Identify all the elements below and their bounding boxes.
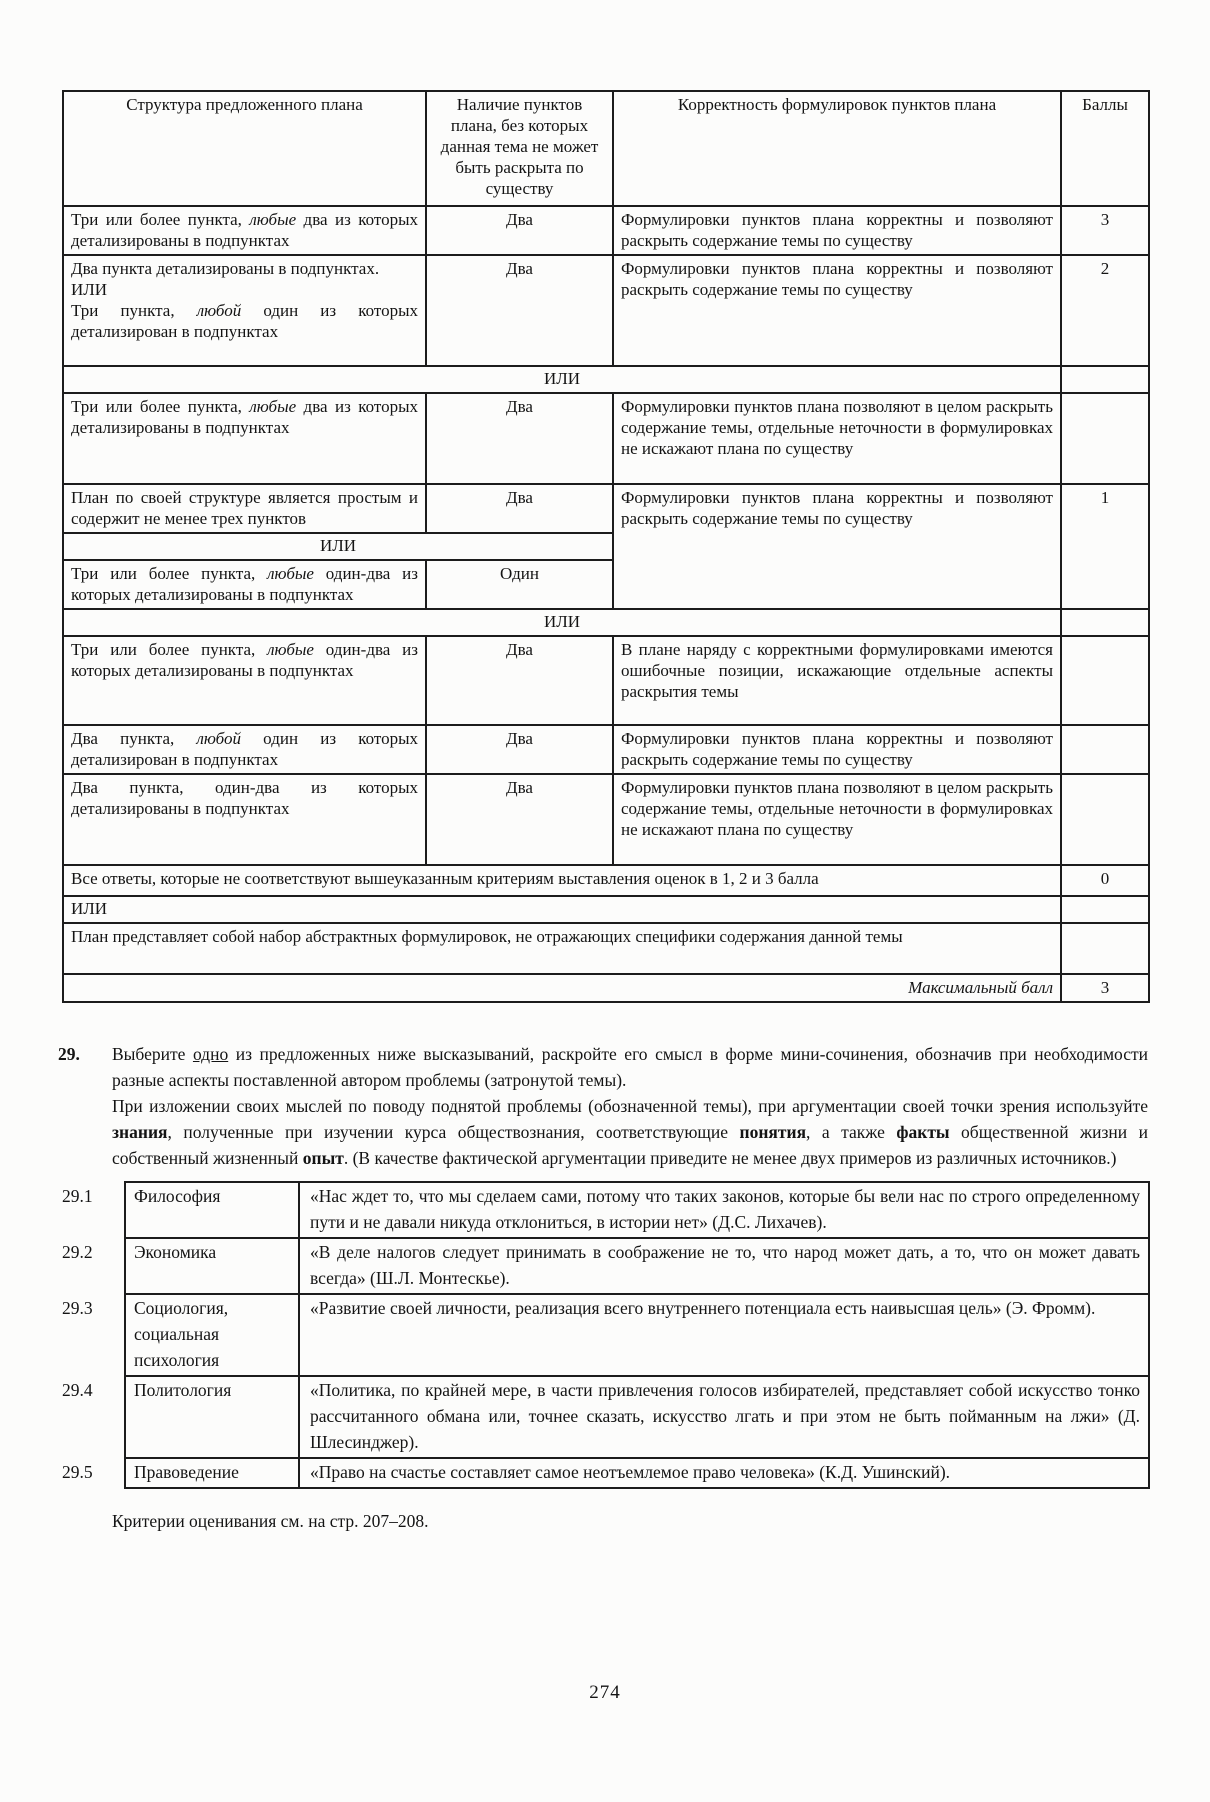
topic-number: 29.2 [62,1242,93,1262]
text-part: Три или более пункта, [71,640,268,659]
header-structure: Структура предложенного плана [63,91,426,206]
or-row [63,366,1149,393]
topic-subject: Правоведение [126,1459,300,1487]
table-row [63,393,1149,484]
correctness-cell: Формулировки пунктов плана позволяют в целом раскрыть содержание темы, отдельные неточности в формулировках не искажают плана по существу [613,774,1061,865]
topic-quote: «Развитие своей личности, реализация всего внутреннего потенциала есть наивысшая цель» (Э. Фромм). [310,1298,1096,1318]
italic-word: любые [267,564,314,583]
topic-number: 29.5 [62,1462,93,1482]
text-part: , полученные при изучении курса обществознания, соответствующие [167,1122,740,1142]
score-cell [1061,393,1149,484]
topic-row [62,1375,1148,1457]
or-row [63,609,1149,636]
bold-word: понятия [739,1122,807,1142]
or-band: ИЛИ [63,533,613,560]
count-cell: Два [426,725,613,774]
score-cell: 3 [1061,206,1149,255]
table-row [63,865,1149,896]
score-cell [1061,725,1149,774]
count-cell: Два [426,393,613,484]
count-cell: Два [426,636,613,725]
question-paragraph-2 [112,1093,1148,1171]
count-cell: Два [426,484,613,533]
text-part: При изложении своих мыслей по поводу поднятой проблемы (обозначенной темы), при аргументации своей точки зрения используйте [112,1096,1148,1116]
structure-cell [63,255,426,366]
question-number: 29. [58,1044,80,1064]
or-band: ИЛИ [63,366,1061,393]
count-cell: Один [426,560,613,609]
text-part: два из которых детализированы в подпунктах [71,397,418,437]
table-row [63,636,1149,725]
text-part: Два пункта, [71,729,197,748]
text-part: . (В качестве фактической аргументации приведите не менее двух примеров из различных источников.) [343,1148,1117,1168]
table-row [63,774,1149,865]
text-part: Три пункта, [71,301,197,320]
structure-cell: Два пункта, один-два из которых детализированы в подпунктах [63,774,426,865]
scanned-book-page [0,90,1210,1802]
structure-cell [63,560,426,609]
italic-word: любой [196,301,242,320]
topic-subject: Социология, социальная психология [126,1295,300,1375]
criteria-header-row [63,91,1149,206]
topic-number: 29.1 [62,1186,93,1206]
bold-word: знания [112,1122,168,1142]
topic-row [62,1183,1148,1237]
text-part: Три или более пункта, [71,397,250,416]
criteria-table [62,90,1150,1003]
count-cell: Два [426,206,613,255]
count-cell: Два [426,255,613,366]
empty-cell [1061,896,1149,923]
italic-word: любые [249,210,297,229]
or-label: ИЛИ [71,280,108,299]
topic-quote: «Политика, по крайней мере, в части привлечения голосов избирателей, представляет собой искусство тонко рассчитанного обмана или, точнее сказать, искусство лгать и при этом не быть пойманным на лжи» (Д. Шлесинджер). [310,1380,1140,1452]
zero-criteria-cell: План представляет собой набор абстрактных формулировок, не отражающих специфики содержания данной темы [63,923,1061,974]
score-cell [1061,923,1149,974]
zero-criteria-cell: Все ответы, которые не соответствуют вышеуказанным критериям выставления оценок в 1, 2 и 3 балла [63,865,1061,896]
structure-cell [63,393,426,484]
correctness-cell: Формулировки пунктов плана корректны и позволяют раскрыть содержание темы по существу [613,206,1061,255]
text-part: один-два из которых детализированы в подпунктах [71,640,418,680]
text-part [71,300,418,342]
table-row [63,484,1149,533]
or-row [63,896,1149,923]
header-points: Баллы [1061,91,1149,206]
header-presence: Наличие пунктов плана, без которых данная тема не может быть раскрыта по существу [426,91,613,206]
correctness-cell: В плане наряду с корректными формулировками имеются ошибочные позиции, искажающие отдельные аспекты раскрытия темы [613,636,1061,725]
empty-cell [1061,366,1149,393]
text-part: общественной жизни и собственный жизненный [112,1122,1148,1168]
question-29 [58,1041,1148,1171]
topic-row [62,1237,1148,1293]
table-row [63,923,1149,974]
max-score-row [63,974,1149,1002]
empty-cell [1061,609,1149,636]
text-part: из предложенных ниже высказываний, раскройте его смысл в форме мини-сочинения, обозначив при необходимости разные аспекты поставленной автором проблемы (затронутой темы). [112,1044,1148,1090]
structure-cell [63,636,426,725]
text-part: один из которых детализирован в подпунктах [71,729,419,769]
topic-row [62,1293,1148,1375]
topic-row [62,1457,1148,1487]
topic-number: 29.3 [62,1298,93,1318]
or-band: ИЛИ [63,609,1061,636]
score-cell: 2 [1061,255,1149,366]
text-part: два из которых детализированы в подпунктах [71,210,418,250]
italic-word: любые [249,397,297,416]
text-part: Три или более пункта, [71,210,250,229]
score-cell: 1 [1061,484,1149,609]
max-score-value: 3 [1061,974,1149,1002]
structure-cell [63,206,426,255]
italic-word: любой [196,729,241,748]
topic-subject: Философия [126,1183,300,1237]
italic-word: любые [267,640,314,659]
header-correctness: Корректность формулировок пунктов плана [613,91,1061,206]
or-band: ИЛИ [63,896,1061,923]
question-paragraph-1 [112,1041,1148,1093]
score-cell [1061,774,1149,865]
correctness-cell: Формулировки пунктов плана позволяют в целом раскрыть содержание темы, отдельные неточности в формулировках не искажают плана по существу [613,393,1061,484]
structure-cell: План по своей структуре является простым и содержит не менее трех пунктов [63,484,426,533]
topics-table [62,1181,1150,1489]
text-part: один-два из которых детализированы в подпунктах [71,564,418,604]
bold-word: опыт [302,1148,344,1168]
topic-subject: Политология [126,1377,300,1457]
correctness-cell: Формулировки пунктов плана корректны и позволяют раскрыть содержание темы по существу [613,255,1061,366]
text-part: Два пункта детализированы в подпунктах. [71,259,380,278]
criteria-reference-note: Критерии оценивания см. на стр. 207–208. [112,1511,429,1531]
text-part: один из которых детализирован в подпунктах [71,301,419,341]
topic-quote: «В деле налогов следует принимать в соображение не то, что народ может дать, а то, что он может давать всегда» (Ш.Л. Монтескье). [310,1242,1140,1288]
correctness-cell-merged: Формулировки пунктов плана корректны и позволяют раскрыть содержание темы по существу [613,484,1061,609]
correctness-cell: Формулировки пунктов плана корректны и позволяют раскрыть содержание темы по существу [613,725,1061,774]
table-row [63,206,1149,255]
bold-word: факты [896,1122,950,1142]
count-cell: Два [426,774,613,865]
table-row [63,725,1149,774]
text-part: , а также [806,1122,897,1142]
topic-quote: «Нас ждет то, что мы сделаем сами, потому что таких законов, которые бы вели нас по строго определенному пути и не давали никуда отклониться, в истории нет» (Д.С. Лихачев). [310,1186,1140,1232]
text-part: Выберите [112,1044,193,1064]
structure-cell [63,725,426,774]
underlined-word: одно [192,1044,229,1064]
text-part: Три или более пункта, [71,564,268,583]
topic-quote: «Право на счастье составляет самое неотъемлемое право человека» (К.Д. Ушинский). [310,1462,951,1482]
score-cell: 0 [1061,865,1149,896]
score-cell [1061,636,1149,725]
page-number: 274 [589,1682,621,1703]
topic-number: 29.4 [62,1380,93,1400]
topic-subject: Экономика [126,1239,300,1293]
max-score-label: Максимальный балл [63,974,1061,1002]
table-row [63,255,1149,366]
